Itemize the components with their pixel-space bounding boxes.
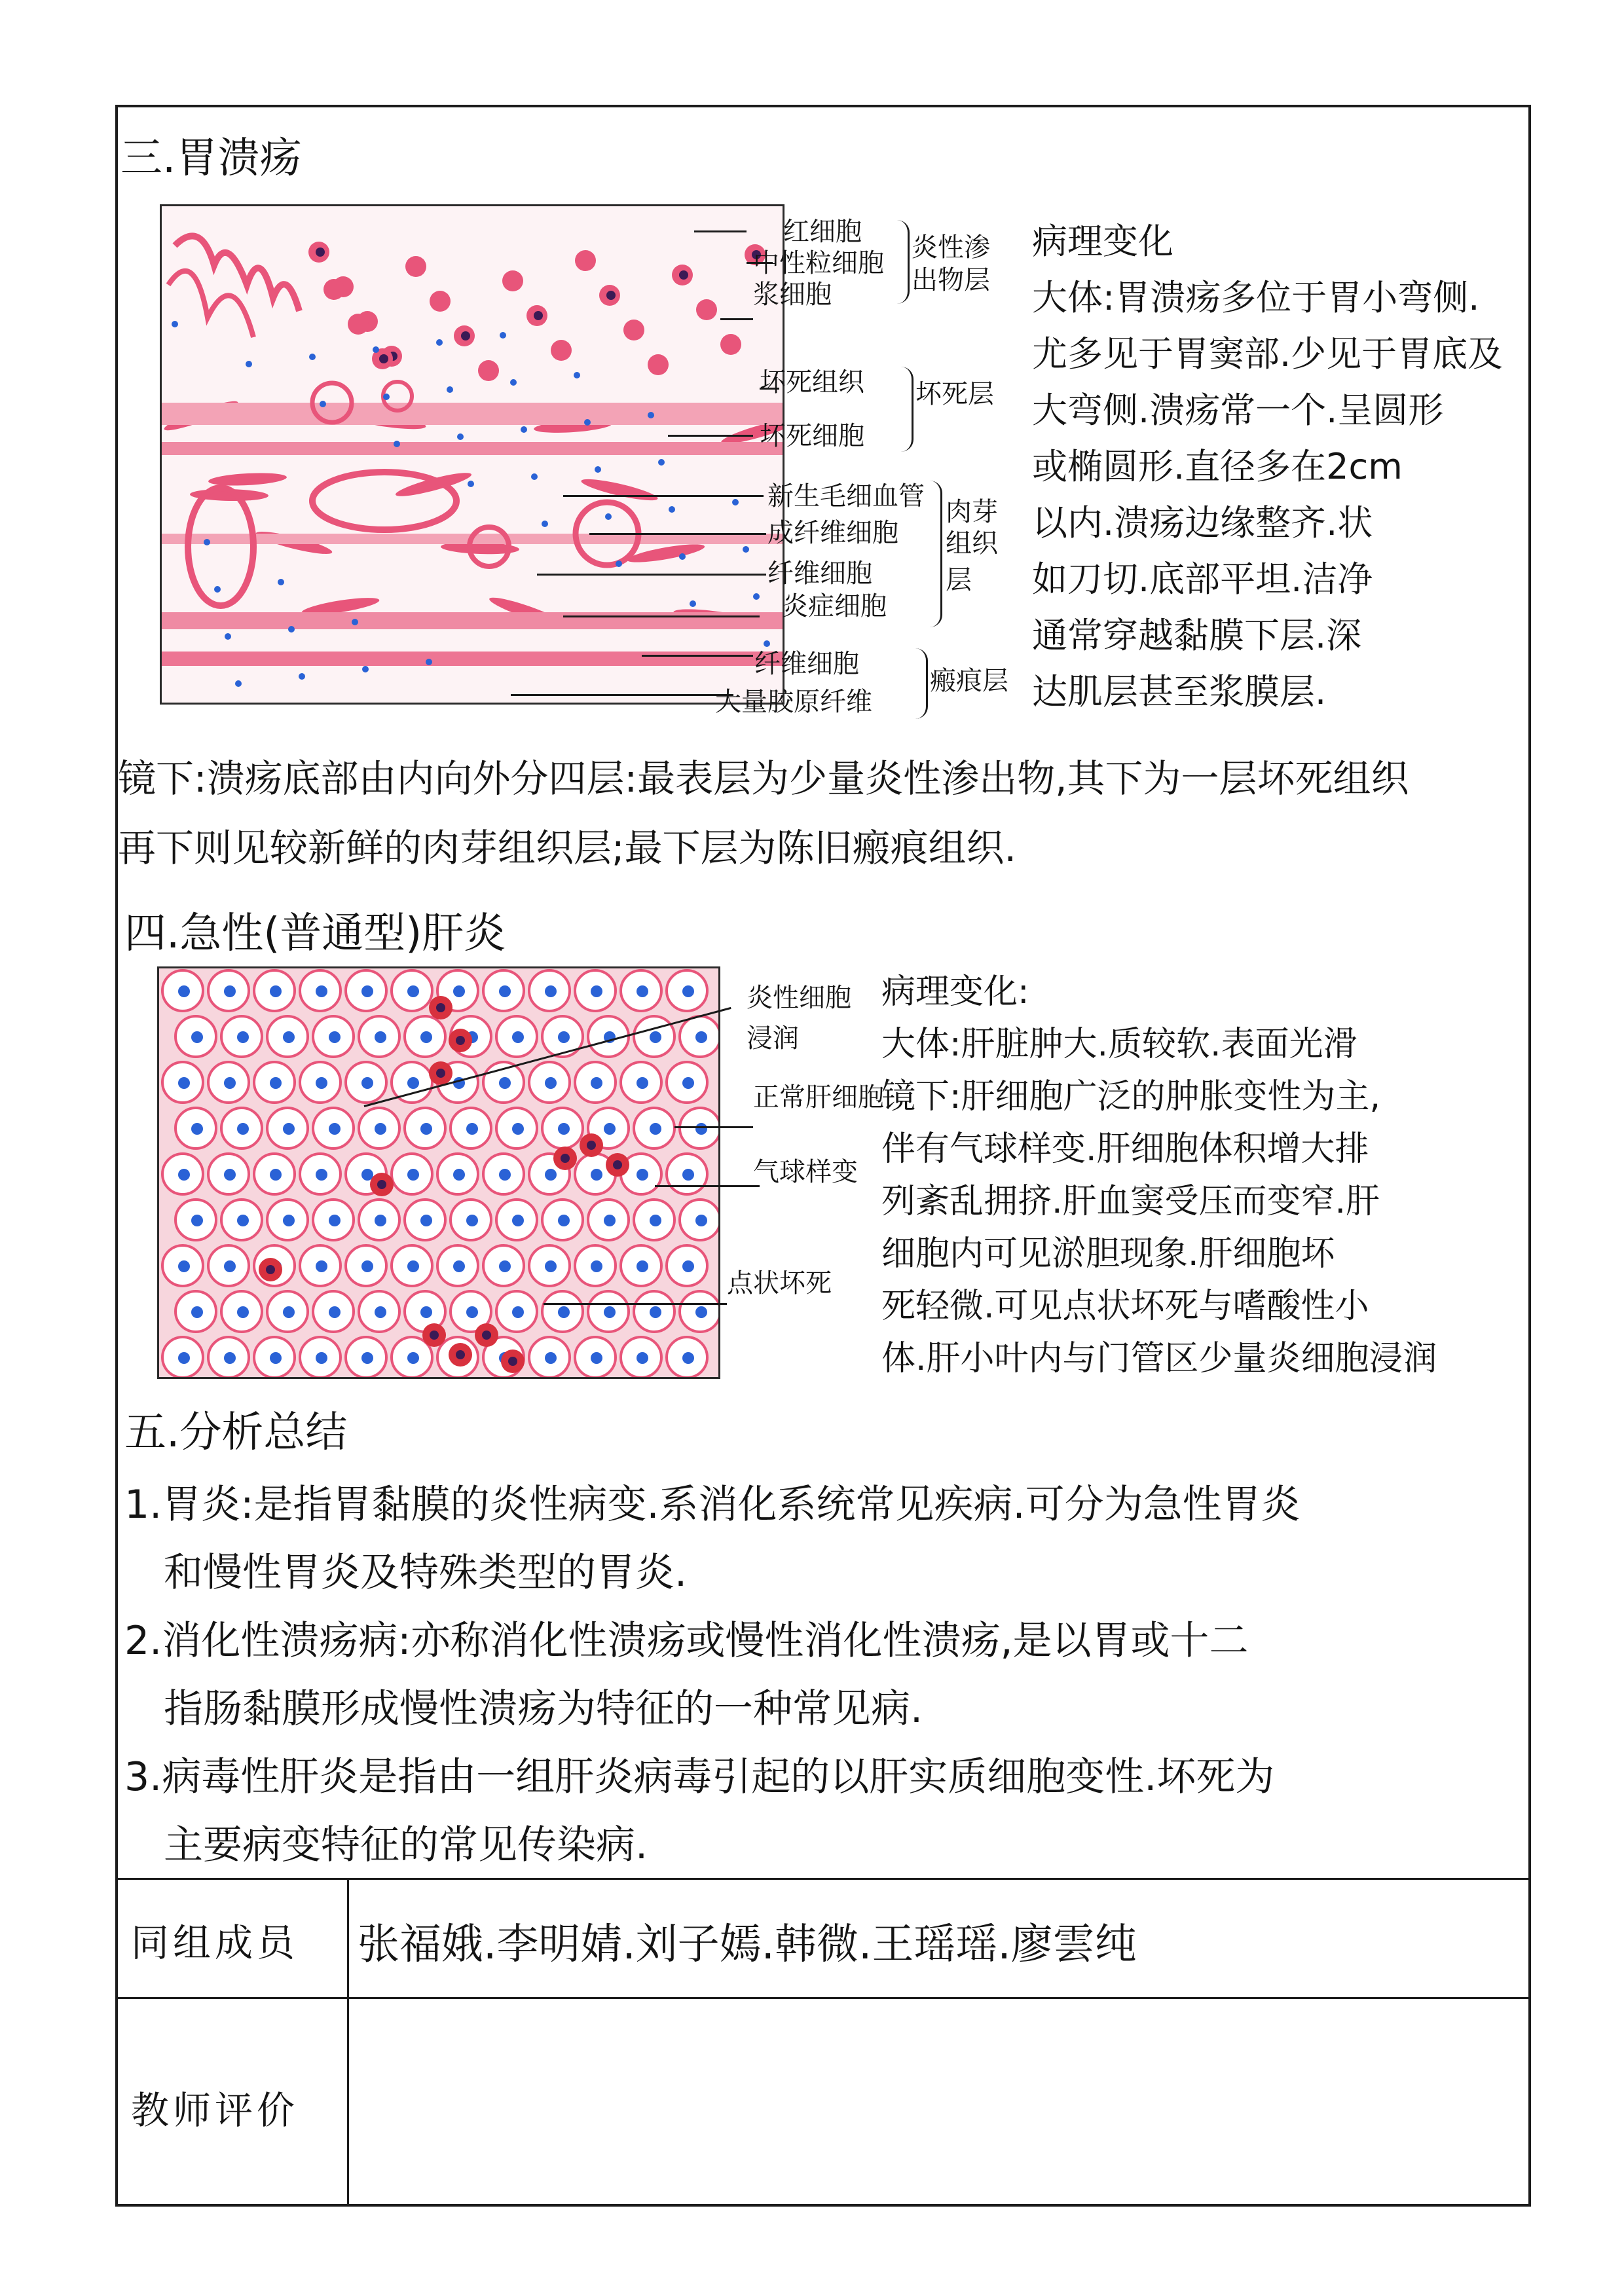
hepatocyte-nucleus-mark [682,985,694,997]
nucleus-dot-mark [235,680,242,687]
hepatocyte-nucleus-mark [361,985,373,997]
nucleus-dot-mark [584,419,591,426]
nucleus-dot-mark [764,640,770,647]
hepatocyte-nucleus-mark [224,1352,236,1364]
nucleus-dot-mark [510,379,517,386]
neutrophil-nucleus-mark [461,331,470,340]
hepatocyte-nucleus-mark [545,1260,557,1272]
group-granulation-2: 组织 [946,528,998,559]
hepatocyte-nucleus-mark [420,1306,432,1318]
hepatocyte-nucleus-mark [466,1215,478,1226]
hepatocyte-nucleus-mark [591,1169,602,1181]
hepatocyte-nucleus-mark [191,1215,203,1226]
label-necrotic-cell: 坏死细胞 [760,421,864,451]
section4-side-line-8: 体.肝小叶内与门管区少量炎细胞浸润 [881,1339,1437,1378]
hepatocyte-nucleus-mark [283,1306,295,1318]
hepatocyte-nucleus-mark [270,985,282,997]
hepatocyte-nucleus-mark [316,985,327,997]
nucleus-dot-mark [214,586,221,593]
label-inflammatory-cell: 炎症细胞 [782,591,887,621]
label-fibrocyte: 纤维细胞 [767,559,872,589]
hepatocyte-nucleus-mark [512,1123,524,1135]
callout-line [674,1126,753,1128]
neutrophil-nucleus-mark [534,311,543,320]
hepatocyte-nucleus-mark [637,1077,648,1089]
callout-line [537,574,766,576]
hepatocyte-nucleus-mark [375,1215,386,1226]
section4-side-line-2: 大体:肝脏肿大.质较软.表面光滑 [881,1025,1357,1064]
hepatocyte-nucleus-mark [695,1306,707,1318]
hepatocyte-nucleus-mark [453,1260,465,1272]
hepatocyte-nucleus-mark [316,1352,327,1364]
hepatocyte-nucleus-mark [466,1123,478,1135]
nucleus-dot-mark [616,560,622,567]
section4-side-line-7: 死轻微.可见点状坏死与嗜酸性小 [881,1287,1369,1326]
section3-side-line-7: 如刀切.底部平坦.洁净 [1032,559,1373,600]
group-granulation-3: 层 [946,565,972,595]
hepatocyte-nucleus-mark [329,1306,341,1318]
nucleus-dot-mark [732,499,739,505]
label-neutrophil: 中性粒细胞 [753,248,884,278]
callout-line [589,533,766,535]
hepatocyte-nucleus-mark [375,1031,386,1043]
label-fibrocyte-2: 纤维细胞 [754,649,859,679]
hepatocyte-nucleus-mark [591,1077,602,1089]
hepatocyte-nucleus-mark [637,1169,648,1181]
hepatocyte-nucleus-mark [224,1077,236,1089]
red-cell-mark [623,320,644,340]
section3-side-line-4: 大弯侧.溃疡常一个.呈圆形 [1032,390,1444,431]
teacher-eval-label: 教师评价 [131,2088,299,2133]
nucleus-dot-mark [500,332,506,339]
callout-line [544,1303,727,1305]
inflammatory-nucleus-mark [266,1265,275,1274]
hepatocyte-nucleus-mark [237,1306,249,1318]
section4-side-line-1: 病理变化: [881,972,1029,1012]
hepatocyte-nucleus-mark [178,1352,190,1364]
group-scar-layer: 瘢痕层 [930,666,1008,696]
hepatocyte-nucleus-mark [499,1169,511,1181]
red-cell-mark [720,334,741,355]
hepatitis-figure [157,966,720,1379]
nucleus-dot-mark [542,521,548,527]
section5-line-6: 主要病变特征的常见传染病. [164,1822,648,1868]
hepatocyte-nucleus-mark [591,985,602,997]
nucleus-dot-mark [383,394,390,400]
hepatocyte-nucleus-mark [604,1215,616,1226]
nucleus-dot-mark [299,673,305,680]
callout-line [720,318,753,320]
hepatocyte-nucleus-mark [316,1077,327,1089]
bracket [915,648,928,719]
section4-side-line-5: 列紊乱拥挤.肝血窦受压而变窄.肝 [881,1182,1380,1221]
hepatocyte-nucleus-mark [545,985,557,997]
hepatocyte-nucleus-mark [375,1306,386,1318]
section3-side-line-2: 大体:胃溃疡多位于胃小弯侧. [1032,277,1480,318]
hepatocyte-nucleus-mark [591,1260,602,1272]
section3-side-line-8: 通常穿越黏膜下层.深 [1032,615,1362,656]
inflammatory-nucleus-mark [377,1180,386,1189]
hepatocyte-nucleus-mark [224,1169,236,1181]
hepatocyte-nucleus-mark [191,1031,203,1043]
hepatocyte-nucleus-mark [512,1215,524,1226]
section5-line-3: 2.消化性溃疡病:亦称消化性溃疡或慢性消化性溃疡,是以胃或十二 [124,1618,1249,1664]
hepatocyte-nucleus-mark [650,1123,661,1135]
inflammatory-nucleus-mark [508,1357,517,1366]
nucleus-dot-mark [679,553,686,560]
section5-line-4: 指肠黏膜形成慢性溃疡为特征的一种常见病. [164,1686,923,1732]
inflammatory-nucleus-mark [561,1154,570,1163]
hepatocyte-nucleus-mark [682,1077,694,1089]
hepatocyte-nucleus-mark [637,1352,648,1364]
section5-line-2: 和慢性胃炎及特殊类型的胃炎. [164,1550,688,1596]
inflammatory-nucleus-mark [456,1350,465,1359]
label-fibroblast: 成纤维细胞 [767,518,898,548]
hepatocyte-nucleus-mark [375,1123,386,1135]
hepatocyte-nucleus-mark [178,1260,190,1272]
hepatocyte-nucleus-mark [695,1123,707,1135]
section3-side-line-3: 尤多见于胃窦部.少见于胃底及 [1032,333,1504,375]
hepatocyte-nucleus-mark [545,1352,557,1364]
section3-side-line-5: 或椭圆形.直径多在2cm [1032,446,1403,487]
table-col-rule [347,1878,349,2207]
nucleus-dot-mark [278,579,284,585]
nucleus-dot-mark [288,626,295,633]
hepatocyte-nucleus-mark [558,1031,570,1043]
nucleus-dot-mark [690,600,696,607]
section5-line-5: 3.病毒性肝炎是指由一组肝炎病毒引起的以肝实质细胞变性.坏死为 [124,1754,1275,1800]
nucleus-dot-mark [204,539,210,545]
hepatocyte-nucleus-mark [650,1031,661,1043]
section3-heading: 三.胃溃疡 [120,134,302,183]
hepatocyte-nucleus-mark [407,1077,419,1089]
nucleus-dot-mark [468,481,474,487]
hepatocyte-nucleus-mark [270,1352,282,1364]
hepatocyte-nucleus-mark [361,1352,373,1364]
section3-micro-line-2: 再下则见较新鲜的肉芽组织层;最下层为陈旧瘢痕组织. [118,826,1016,870]
hepatocyte-nucleus-mark [695,1031,707,1043]
hepatocyte-nucleus-mark [283,1123,295,1135]
hepatocyte-nucleus-mark [512,1031,524,1043]
hepatocyte-nucleus-mark [270,1077,282,1089]
inflammatory-nucleus-mark [587,1141,596,1150]
nucleus-dot-mark [447,386,453,393]
gastric-ulcer-drawing [162,206,784,705]
section3-side-line-1: 病理变化 [1032,221,1173,262]
hepatocyte-nucleus-mark [558,1215,570,1226]
section5-line-1: 1.胃炎:是指胃黏膜的炎性病变.系消化系统常见疾病.可分为急性胃炎 [124,1482,1301,1528]
nucleus-dot-mark [521,426,527,433]
hepatocyte-nucleus-mark [420,1123,432,1135]
label-necrotic-tissue: 坏死组织 [760,367,864,397]
hepatocyte-nucleus-mark [361,1077,373,1089]
hepatocyte-nucleus-mark [499,1077,511,1089]
hepatocyte-nucleus-mark [558,1306,570,1318]
hepatocyte-nucleus-mark [453,1169,465,1181]
nucleus-dot-mark [225,633,231,640]
hepatocyte-nucleus-mark [558,1123,570,1135]
hepatocyte-nucleus-mark [270,1169,282,1181]
hepatocyte-nucleus-mark [329,1031,341,1043]
inflammatory-nucleus-mark [436,1003,445,1012]
hepatocyte-nucleus-mark [545,1077,557,1089]
hepatocyte-nucleus-mark [191,1306,203,1318]
red-cell-mark [696,299,717,320]
red-cell-mark [502,270,523,291]
nucleus-dot-mark [352,619,358,625]
bracket [930,481,942,627]
section4-side-line-6: 细胞内可见淤胆现象.肝细胞坏 [881,1234,1335,1274]
hepatocyte-nucleus-mark [407,1260,419,1272]
label-normal-hepatocyte: 正常肝细胞 [753,1082,884,1112]
neutrophil-nucleus-mark [606,291,616,300]
hepatocyte-nucleus-mark [283,1215,295,1226]
fiber-mark [580,475,659,505]
hepatocyte-nucleus-mark [499,1260,511,1272]
hepatocyte-nucleus-mark [650,1306,661,1318]
bracket [901,367,913,452]
hepatocyte-nucleus-mark [224,985,236,997]
inflammatory-nucleus-mark [436,1069,445,1078]
nucleus-dot-mark [426,659,432,665]
label-capillary: 新生毛细血管 [767,481,925,511]
label-spotty-necrosis: 点状坏死 [727,1268,832,1298]
hepatocyte-nucleus-mark [316,1260,327,1272]
hepatocyte-nucleus-mark [420,1215,432,1226]
members-value: 张福娥.李明婧.刘子嫣.韩微.王瑶瑶.廖雲纯 [358,1920,1137,1969]
callout-line [694,230,747,232]
hepatocyte-nucleus-mark [407,1352,419,1364]
nucleus-dot-mark [373,346,379,353]
callout-line [563,495,764,497]
hepatocyte-nucleus-mark [361,1260,373,1272]
nucleus-dot-mark [574,372,580,378]
nucleus-dot-mark [362,666,369,672]
callout-line [655,1185,760,1187]
nucleus-dot-mark [457,433,464,440]
hepatocyte-nucleus-mark [512,1306,524,1318]
table-top-rule [115,1878,1531,1880]
hepatocyte-nucleus-mark [466,1306,478,1318]
hepatocyte-nucleus-mark [650,1215,661,1226]
hepatocyte-nucleus-mark [682,1260,694,1272]
callout-line [563,615,760,617]
red-cell-mark [648,354,669,375]
group-necrotic-layer: 坏死层 [915,379,994,409]
hepatocyte-nucleus-mark [695,1215,707,1226]
nucleus-dot-mark [172,321,178,327]
bracket [897,220,910,304]
hepatocyte-nucleus-mark [178,1077,190,1089]
hepatitis-drawing [159,968,720,1379]
hepatocyte-nucleus-mark [682,1169,694,1181]
hepatocyte-nucleus-mark [191,1123,203,1135]
nucleus-dot-mark [743,546,749,553]
section3-side-line-6: 以内.溃疡边缘整齐.状 [1032,502,1373,543]
section3-micro-line-1: 镜下:溃疡底部由内向外分四层:最表层为少量炎性渗出物,其下为一层坏死组织 [118,756,1409,801]
callout-line [668,435,753,437]
members-label: 同组成员 [131,1920,299,1965]
hepatocyte-nucleus-mark [316,1169,327,1181]
nucleus-dot-mark [246,361,252,367]
hepatocyte-nucleus-mark [283,1031,295,1043]
neutrophil-nucleus-mark [679,270,688,280]
inflammatory-nucleus-mark [430,1331,439,1340]
table-mid-rule [115,1997,1531,1999]
hepatocyte-nucleus-mark [178,1169,190,1181]
nucleus-dot-mark [436,339,443,346]
hepatocyte-nucleus-mark [499,985,511,997]
nucleus-dot-mark [595,466,601,473]
hepatocyte-nucleus-mark [178,985,190,997]
group-exudate-1: 炎性渗 [912,232,990,263]
hepatocyte-nucleus-mark [237,1123,249,1135]
hepatocyte-nucleus-mark [637,985,648,997]
nucleus-dot-mark [605,513,612,520]
hepatocyte-nucleus-mark [591,1352,602,1364]
hepatocyte-nucleus-mark [637,1260,648,1272]
hepatocyte-nucleus-mark [407,985,419,997]
label-red-cell: 红细胞 [783,217,862,247]
hepatocyte-nucleus-mark [224,1260,236,1272]
hepatocyte-nucleus-mark [682,1352,694,1364]
red-cell-mark [323,279,344,300]
section5-heading: 五.分析总结 [124,1408,348,1457]
inflammatory-nucleus-mark [482,1331,491,1340]
gastric-ulcer-figure [160,204,784,705]
hepatocyte-nucleus-mark [604,1123,616,1135]
inflammatory-nucleus-mark [456,1036,465,1045]
red-cell-mark [478,360,499,381]
section4-side-line-4: 伴有气球样变.肝细胞体积增大排 [881,1129,1369,1169]
label-ballooning: 气球样变 [753,1157,858,1187]
nucleus-dot-mark [648,412,654,418]
nucleus-dot-mark [309,354,316,360]
nucleus-dot-mark [320,401,326,407]
section3-side-line-9: 达肌层甚至浆膜层. [1032,671,1327,712]
hepatocyte-nucleus-mark [329,1215,341,1226]
hepatocyte-nucleus-mark [545,1169,557,1181]
section4-side-line-3: 镜下:肝细胞广泛的肿胀变性为主, [881,1077,1381,1116]
red-cell-mark [575,250,596,271]
label-plasma-cell: 浆细胞 [753,280,832,310]
hepatocyte-nucleus-mark [237,1215,249,1226]
neutrophil-nucleus-mark [379,354,388,363]
nucleus-dot-mark [658,459,665,466]
hepatocyte-nucleus-mark [604,1306,616,1318]
group-granulation-1: 肉芽 [946,497,998,527]
red-cell-mark [551,340,572,361]
label-inflammatory-infiltrate-1: 炎性细胞 [747,983,851,1013]
group-exudate-2: 出物层 [912,265,990,295]
red-cell-mark [348,314,369,335]
hepatocyte-nucleus-mark [237,1031,249,1043]
hepatocyte-nucleus-mark [453,985,465,997]
red-cell-mark [430,291,451,312]
nucleus-dot-mark [753,593,760,600]
section4-heading: 四.急性(普通型)肝炎 [124,909,506,958]
callout-line [511,694,733,696]
hepatocyte-nucleus-mark [329,1123,341,1135]
nucleus-dot-mark [394,441,400,447]
inflammatory-nucleus-mark [613,1160,622,1169]
red-cell-mark [405,256,426,277]
nucleus-dot-mark [531,473,538,480]
callout-line [642,655,753,657]
neutrophil-nucleus-mark [316,248,325,257]
hepatocyte-nucleus-mark [420,1031,432,1043]
hepatocyte-nucleus-mark [407,1169,419,1181]
nucleus-dot-mark [669,506,675,513]
label-inflammatory-infiltrate-2: 浸润 [747,1023,799,1054]
label-collagen: 大量胶原纤维 [715,687,872,717]
